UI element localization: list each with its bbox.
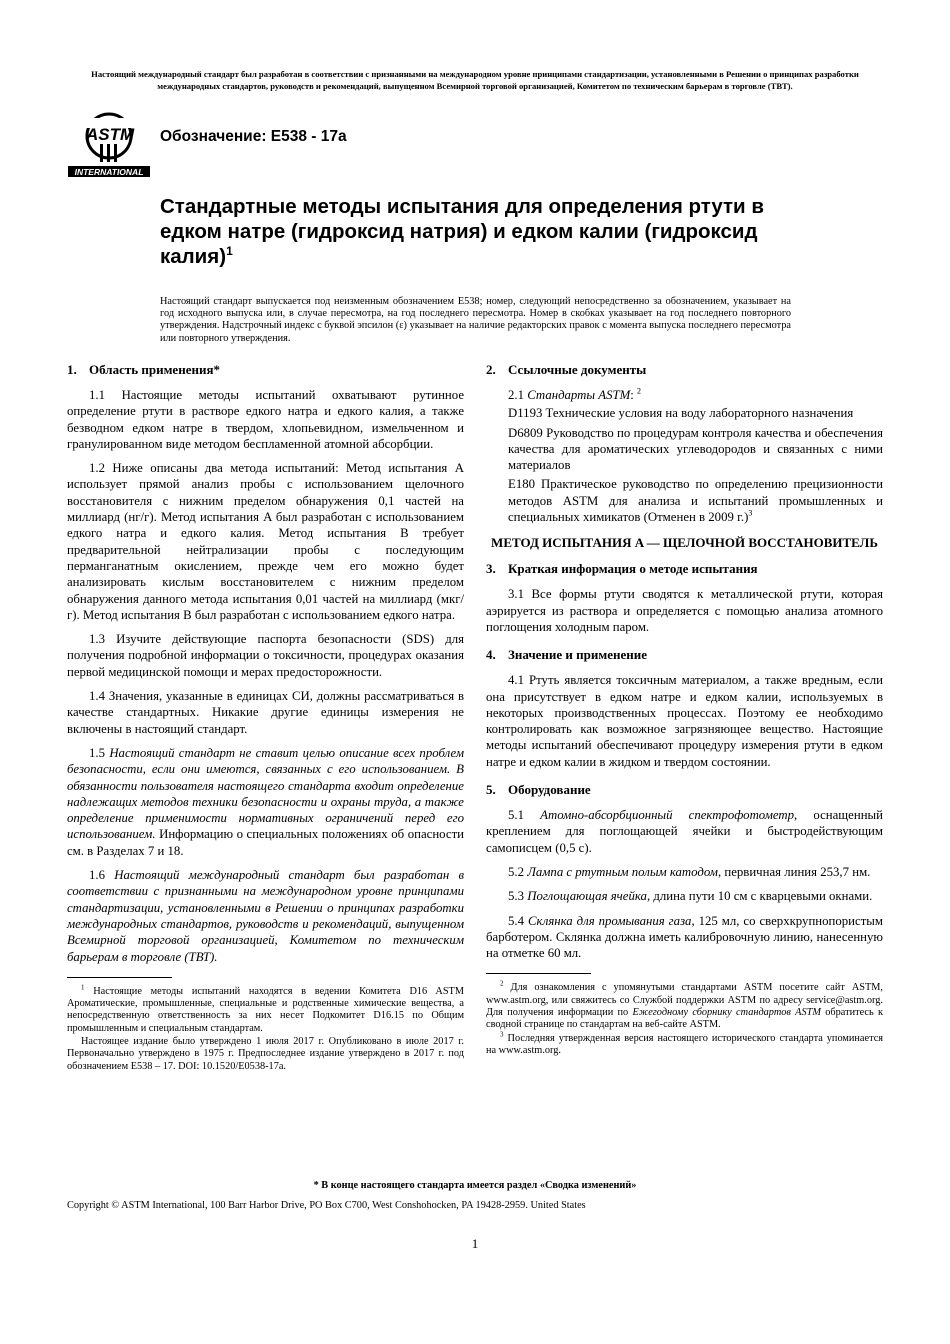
copyright: Copyright © ASTM International, 100 Barr Harbor Drive, PO Box C700, West Conshohocken, PA 19428-2959. United States	[67, 1200, 586, 1211]
top-notice: Настоящий международный стандарт был разработан в соответствии с признанными на международном уровне принципами стандартизации, установленными в Решении о принципах разработки международных стандартов, руководств и рекомендаций, выпущенном Всемирной торговой организацией, Комитетом по техническим барьерам в торговле (ТВТ).	[91, 69, 859, 91]
section-3-heading: 3. Краткая информация о методе испытания	[486, 561, 758, 577]
paragraph-1-2: 1.2 Ниже описаны два метода испытаний: Метод испытания A использует прямой анализ пробы с использованием щелочного восстановителя с нижним пределом обнаружения 0,1 частей на миллиард (нг/г). Метод испытания A был разработан с использованием едкого натра и едкого калия. Метод испытания B требует предварительной нейтрализации пробы с последующим перманганатным окислением, прежде чем его можно будет анализировать кислым восстановителем с нижним пределом обнаружения данного метода испытания 0,01 частей на миллиард (мкг/г). Метод испытания B был разработан с использованием едкого натра.	[67, 461, 464, 622]
issue-note: Настоящий стандарт выпускается под неизменным обозначением E538; номер, следующий непосредственно за обозначением, указывает на год исходного выпуска или, в случае пересмотра, на год последнего пересмотра. Номер в скобках указывает на год последнего повторного утверждения. Надстрочный индекс с буквой эпсилон (ε) указывает на наличие редакторских правок с момента выпуска последнего пересмотра или повторного утверждения.	[160, 296, 791, 344]
section-2-heading: 2. Ссылочные документы	[486, 362, 647, 377]
title-footnote-ref: 1	[226, 244, 233, 259]
svg-text:ASTM: ASTM	[86, 125, 135, 144]
section-1-heading: 1. Область применения*	[67, 362, 220, 377]
astm-logo	[64, 108, 154, 180]
reference-d6809: D6809 Руководство по процедурам контроля качества и обеспечения качества для ароматических углеводородов и связанных с ними материалов	[508, 425, 883, 473]
paragraph-5-4: 5.4 Склянка для промывания газа, 125 мл, со сверхкрупнопористым барботером. Склянка должна иметь калибровочную линию, нанесенную на отметке 60 мл.	[486, 913, 883, 961]
paragraph-1-3: 1.3 Изучите действующие паспорта безопасности (SDS) для получения подробной информации о токсичности, процедурах оказания первой медицинской помощи и мерах предосторожности.	[67, 632, 464, 679]
paragraph-1-4: 1.4 Значения, указанные в единицах СИ, должны рассматриваться в качестве стандартных. Никакие другие единицы измерения не включены в настоящий стандарт.	[67, 689, 464, 736]
paragraph-1-1: 1.1 Настоящие методы испытаний охватывают рутинное определение ртути в растворе едкого натра и едкого калия, а также безводном едком натре в твердом, хлопьевидном, измельченном и гранулированном виде методом беспламенной атомной абсорбции.	[67, 388, 464, 451]
footnote-1-edition: Настоящее издание было утверждено 1 июля 2017 г. Опубликовано в июле 2017 г. Первоначально утверждено в 1975 г. Предпоследнее издание утверждено в 2017 г. под обозначением E538 – 17. DOI: 10.1520/E0538-17a.	[67, 1035, 464, 1072]
paragraph-1-5: 1.5 Настоящий стандарт не ставит целью описание всех проблем безопасности, если они имеются, связанных с его использованием. В обязанности пользователя настоящего стандарта входит определение надлежащих методов техники безопасности и охраны труда, а также определение применимости нормативных ограничений перед его использованием. Информацию о специальных положениях об опасности см. в Разделах 7 и 18.	[67, 745, 465, 858]
designation: Обозначение: E538 - 17a	[160, 128, 347, 145]
astm-standards-intro: 2.1 Стандарты ASTM: $^2$	[508, 386, 642, 402]
footnote-3: $^3$ Последняя утвержденная версия настоящего исторического стандарта упоминается на www.astm.org.	[486, 1030, 884, 1056]
paragraph-5-1: 5.1 Атомно-абсорбционный спектрофотометр, оснащенный креплением для поглощающей ячейки и быстродействующим самописцем (0,5 с).	[486, 808, 883, 855]
summary-of-changes-note: * В конце настоящего стандарта имеется раздел «Сводка изменений»	[313, 1180, 637, 1191]
paragraph-3-1: 3.1 Все формы ртути сводятся к металлической ртути, которая аэрируется из раствора и определяется с помощью анализа атомного поглощения холодным паром.	[486, 587, 883, 634]
paragraph-1-6: 1.6 Настоящий международный стандарт был разработан в соответствии с признанными на международном уровне принципами стандартизации, установленными в Решении о принципах разработки международных стандартов, руководств и рекомендаций, выпущенном Всемирной торговой организацией, Комитетом по техническим барьерам в торговле (ТВТ).	[67, 868, 465, 964]
paragraph-5-2: 5.2 Лампа с ртутным полым катодом, первичная линия 253,7 нм.	[508, 864, 871, 879]
right-column	[486, 362, 883, 1058]
astm-logo-text	[85, 125, 135, 144]
left-column	[67, 362, 464, 1074]
section-5-heading: 5. Оборудование	[486, 782, 591, 798]
page-number: 1	[471, 1236, 479, 1251]
paragraph-5-3: 5.3 Поглощающая ячейка, длина пути 10 см с кварцевыми окнами.	[508, 889, 873, 904]
document-title: Стандартные методы испытания для определения ртути в едком натре (гидроксид натрия) и едком калии (гидроксид калия)$^1$	[160, 195, 764, 268]
reference-e180: E180 Практическое руководство по определению прецизионности методов ASTM для анализа и испытаний промышленных и специальных химикатов (Отменен в 2009 г.)$^3$	[508, 477, 883, 525]
footnote-divider	[67, 977, 172, 978]
footnote-divider	[486, 973, 591, 974]
astm-logo-international: INTERNATIONAL	[74, 167, 144, 177]
section-4-heading: 4. Значение и применение	[486, 647, 648, 663]
footnote-2: $^2$ Для ознакомления с упомянутыми стандартами ASTM посетите сайт ASTM, www.astm.org, или свяжитесь со Службой поддержки ASTM по адресу service@astm.org. Для получения информации по Ежегодному сборнику стандартов ASTM обратитесь к сводной странице по стандартам на веб-сайте ASTM.	[486, 980, 883, 1031]
reference-d1193: D1193 Технические условия на воду лабораторного назначения	[508, 406, 854, 421]
paragraph-4-1: 4.1 Ртуть является токсичным материалом, а также вредным, если она присутствует в едком натре и едком калии, используемых в некоторых производственных процессах. Поэтому ее необходимо контролировать как возможное загрязняющее вещество. Настоящие методы испытаний обеспечивают процедуру измерения ртути в едком натре и едком калии в жидком и твердом состоянии.	[486, 673, 883, 769]
method-a-heading: МЕТОД ИСПЫТАНИЯ A — ЩЕЛОЧНОЙ ВОССТАНОВИТЕЛЬ	[491, 535, 878, 551]
footnote-1: $^1$ Настоящие методы испытаний находятся в ведении Комитета D16 ASTM Ароматические, промышленные, специальные и родственные химические вещества, а непосредственную ответственность за них несет Подкомитет D16.15 по Общим промышленным и специальным стандартам.	[67, 983, 464, 1034]
